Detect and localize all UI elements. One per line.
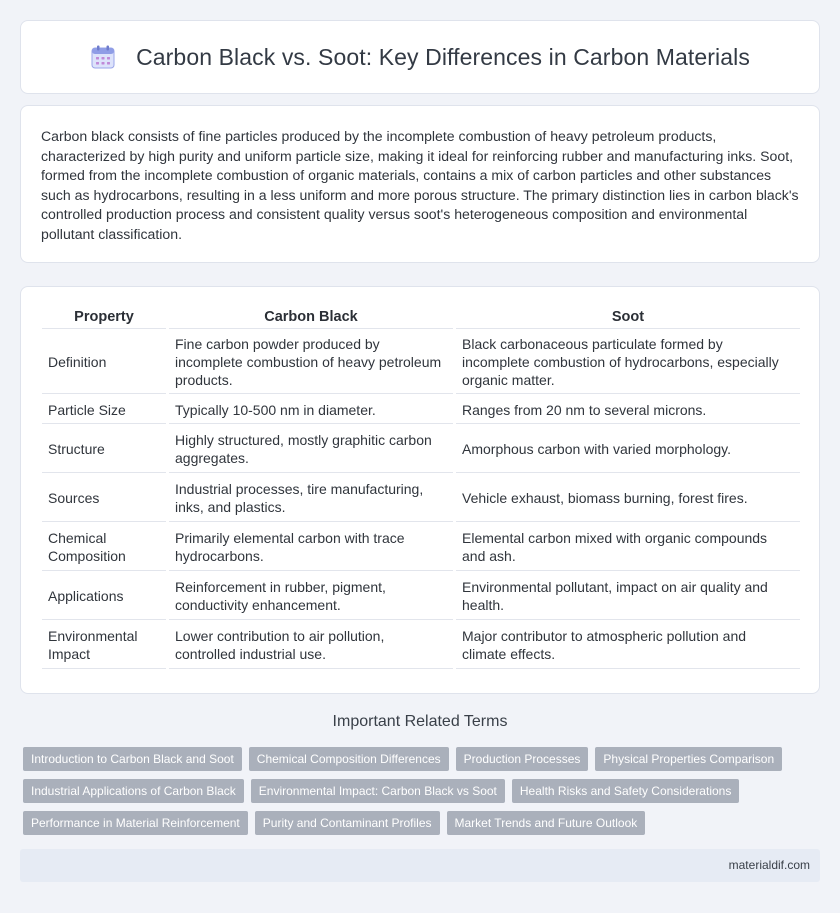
property-cell: Chemical Composition bbox=[42, 522, 166, 571]
comparison-table-card bbox=[20, 286, 820, 694]
calendar-icon bbox=[90, 44, 116, 70]
related-term-tag[interactable]: Introduction to Carbon Black and Soot bbox=[23, 747, 242, 771]
related-terms-tags bbox=[23, 747, 823, 843]
property-cell: Environmental Impact bbox=[42, 620, 166, 669]
related-term-tag[interactable]: Purity and Contaminant Profiles bbox=[255, 811, 440, 835]
property-cell: Applications bbox=[42, 571, 166, 620]
table-row bbox=[42, 329, 800, 394]
related-term-tag[interactable]: Market Trends and Future Outlook bbox=[447, 811, 646, 835]
soot-cell: Major contributor to atmospheric pollution and climate effects. bbox=[456, 620, 800, 669]
related-term-tag[interactable]: Industrial Applications of Carbon Black bbox=[23, 779, 244, 803]
carbon-black-cell: Reinforcement in rubber, pigment, conductivity enhancement. bbox=[169, 571, 453, 620]
property-cell: Definition bbox=[42, 329, 166, 394]
soot-cell: Vehicle exhaust, biomass burning, forest fires. bbox=[456, 473, 800, 522]
comparison-table bbox=[42, 305, 800, 669]
related-term-tag[interactable]: Chemical Composition Differences bbox=[249, 747, 449, 771]
related-terms-heading: Important Related Terms bbox=[332, 713, 508, 730]
table-row bbox=[42, 571, 800, 620]
table-header-row bbox=[42, 305, 800, 329]
soot-cell: Ranges from 20 nm to several microns. bbox=[456, 394, 800, 424]
property-cell: Structure bbox=[42, 424, 166, 473]
property-cell: Sources bbox=[42, 473, 166, 522]
header-card bbox=[20, 20, 820, 94]
footer bbox=[20, 849, 820, 882]
carbon-black-cell: Industrial processes, tire manufacturing, inks, and plastics. bbox=[169, 473, 453, 522]
table-row bbox=[42, 473, 800, 522]
carbon-black-cell: Primarily elemental carbon with trace hydrocarbons. bbox=[169, 522, 453, 571]
carbon-black-cell: Lower contribution to air pollution, controlled industrial use. bbox=[169, 620, 453, 669]
table-row bbox=[42, 394, 800, 424]
column-header-soot: Soot bbox=[456, 305, 800, 329]
soot-cell: Amorphous carbon with varied morphology. bbox=[456, 424, 800, 473]
column-header-carbon-black: Carbon Black bbox=[169, 305, 453, 329]
page-title: Carbon Black vs. Soot: Key Differences in Carbon Materials bbox=[136, 43, 750, 70]
related-term-tag[interactable]: Environmental Impact: Carbon Black vs Soot bbox=[251, 779, 505, 803]
footer-site-link[interactable]: materialdif.com bbox=[728, 858, 810, 872]
soot-cell: Elemental carbon mixed with organic compounds and ash. bbox=[456, 522, 800, 571]
property-cell: Particle Size bbox=[42, 394, 166, 424]
table-row bbox=[42, 522, 800, 571]
soot-cell: Environmental pollutant, impact on air quality and health. bbox=[456, 571, 800, 620]
column-header-property: Property bbox=[42, 305, 166, 329]
table-row bbox=[42, 424, 800, 473]
related-term-tag[interactable]: Health Risks and Safety Considerations bbox=[512, 779, 739, 803]
related-term-tag[interactable]: Performance in Material Reinforcement bbox=[23, 811, 248, 835]
carbon-black-cell: Fine carbon powder produced by incomplete combustion of heavy petroleum products. bbox=[169, 329, 453, 394]
related-term-tag[interactable]: Production Processes bbox=[456, 747, 589, 771]
intro-card bbox=[20, 105, 820, 263]
carbon-black-cell: Highly structured, mostly graphitic carbon aggregates. bbox=[169, 424, 453, 473]
carbon-black-cell: Typically 10-500 nm in diameter. bbox=[169, 394, 453, 424]
intro-paragraph: Carbon black consists of fine particles produced by the incomplete combustion of heavy petroleum products, characterized by high purity and uniform particle size, making it ideal for reinforcing rubber and manufacturing inks. Soot, formed from the incomplete combustion of organic materials, contains a mix of carbon particles and other substances such as hydrocarbons, resulting in a less uniform and more porous structure. The primary distinction lies in carbon black's controlled production process and consistent quality versus soot's heterogeneous composition and environmental pollutant classification. bbox=[41, 128, 799, 242]
soot-cell: Black carbonaceous particulate formed by incomplete combustion of hydrocarbons, especially organic matter. bbox=[456, 329, 800, 394]
table-row bbox=[42, 620, 800, 669]
related-term-tag[interactable]: Physical Properties Comparison bbox=[595, 747, 782, 771]
